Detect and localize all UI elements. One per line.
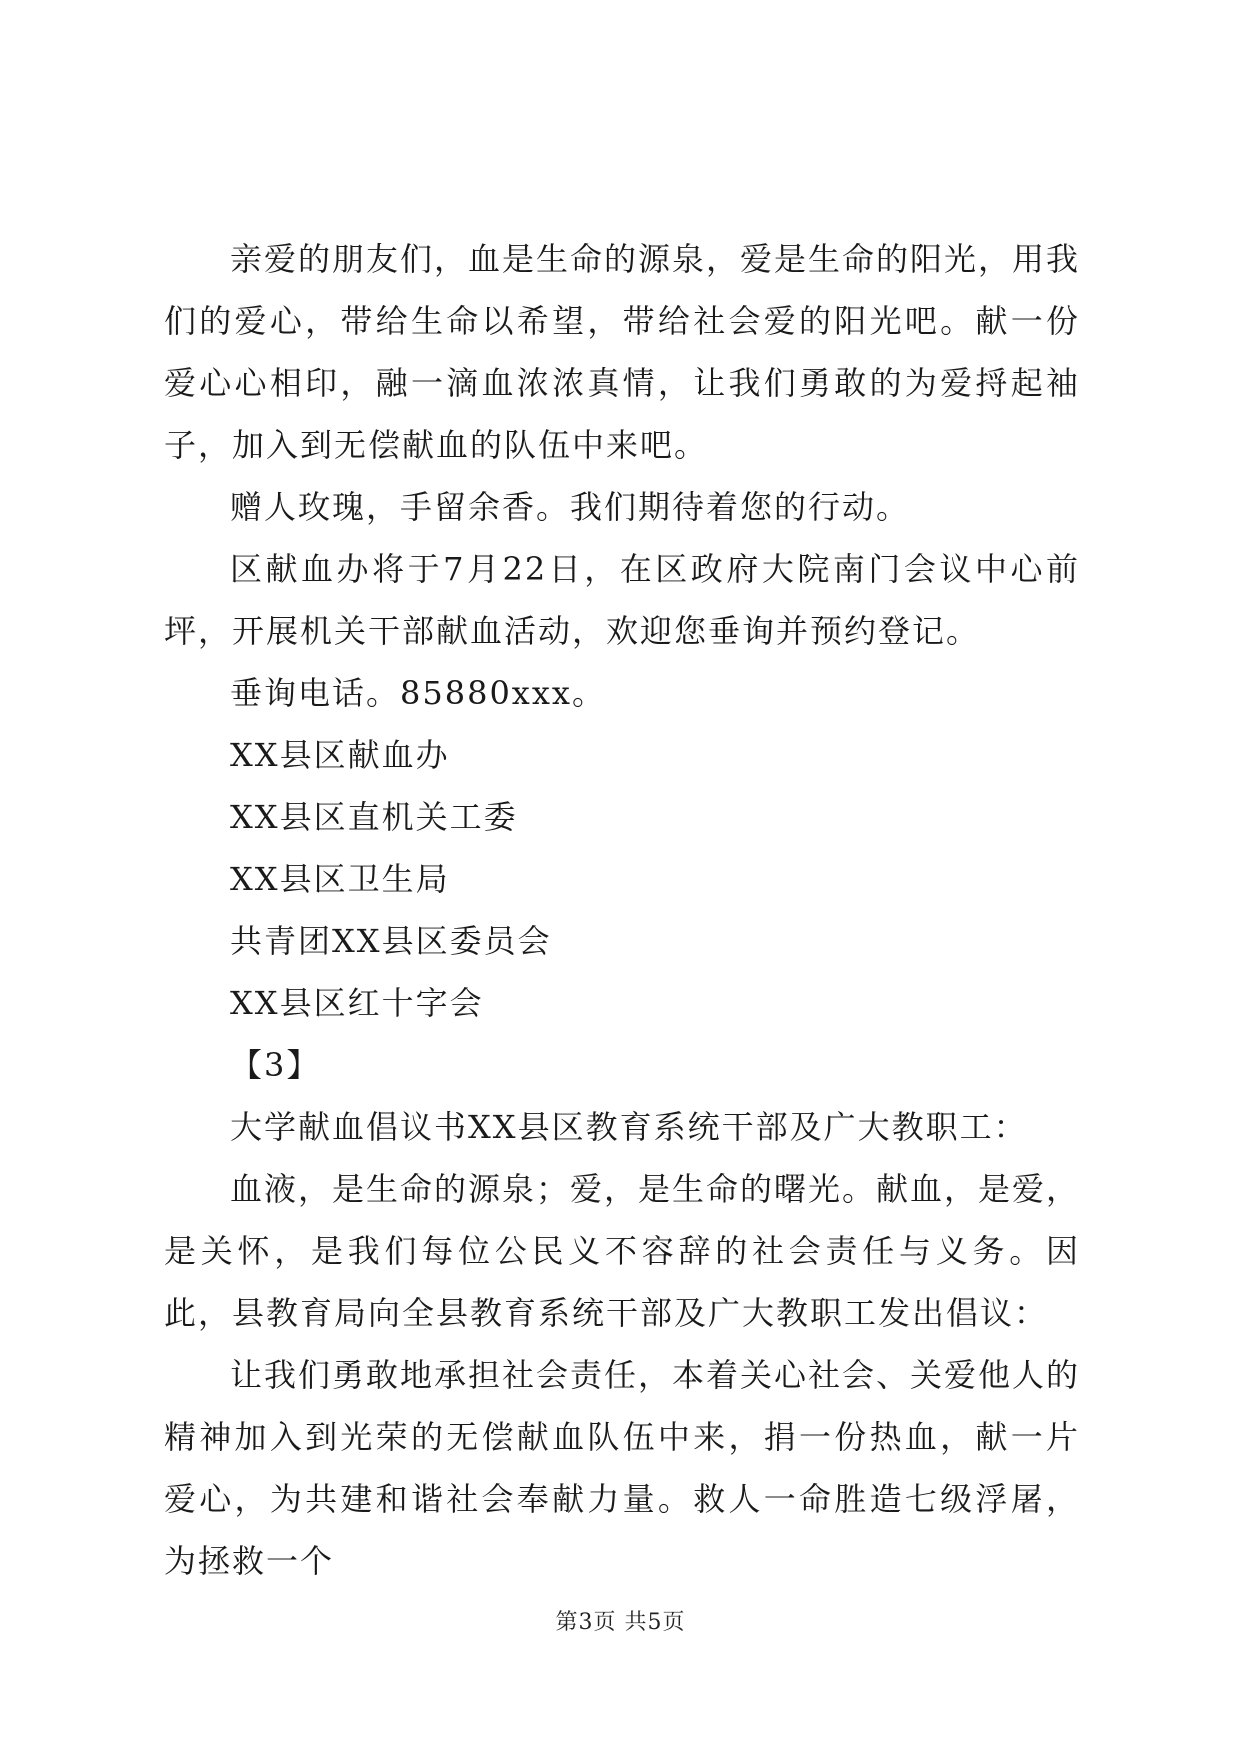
signatory-blood-office: XX县区献血办 <box>230 736 450 774</box>
paragraph-roses: 赠人玫瑰，手留余香。我们期待着您的行动。 <box>230 488 911 526</box>
page-number-footer: 第3页 共5页 <box>555 1610 686 1635</box>
signatory-working-committee: XX县区直机关工委 <box>230 798 518 836</box>
section-number: 【3】 <box>230 1046 321 1084</box>
paragraph-blood-is-life: 血液，是生命的源泉；爱，是生命的曙光。献血，是爱，是关怀，是我们每位公民义不容辞的社会责任与义务。因此，县教育局向全县教育系统干部及广大教职工发出倡议： <box>164 1170 1081 1332</box>
paragraph-blood-appeal: 亲爱的朋友们，血是生命的源泉，爱是生命的阳光，用我们的爱心，带给生命以希望，带给社会爱的阳光吧。献一份爱心心相印，融一滴血浓浓真情，让我们勇敢的为爱捋起袖子，加入到无偿献血的队伍中来吧。 <box>164 240 1081 464</box>
document-body <box>164 228 1080 1592</box>
signatory-youth-league: 共青团XX县区委员会 <box>230 922 552 960</box>
paragraph-phone: 垂询电话。85880xxx。 <box>230 674 606 712</box>
section-heading: 大学献血倡议书XX县区教育系统干部及广大教职工： <box>230 1108 1028 1146</box>
paragraph-take-responsibility: 让我们勇敢地承担社会责任，本着关心社会、关爱他人的精神加入到光荣的无偿献血队伍中来，捐一份热血，献一片爱心，为共建和谐社会奉献力量。救人一命胜造七级浮屠，为拯救一个 <box>164 1356 1081 1580</box>
paragraph-event-notice: 区献血办将于7月22日，在区政府大院南门会议中心前坪，开展机关干部献血活动，欢迎您垂询并预约登记。 <box>164 550 1080 650</box>
signatory-health-bureau: XX县区卫生局 <box>230 860 450 898</box>
signatory-red-cross: XX县区红十字会 <box>230 984 484 1022</box>
